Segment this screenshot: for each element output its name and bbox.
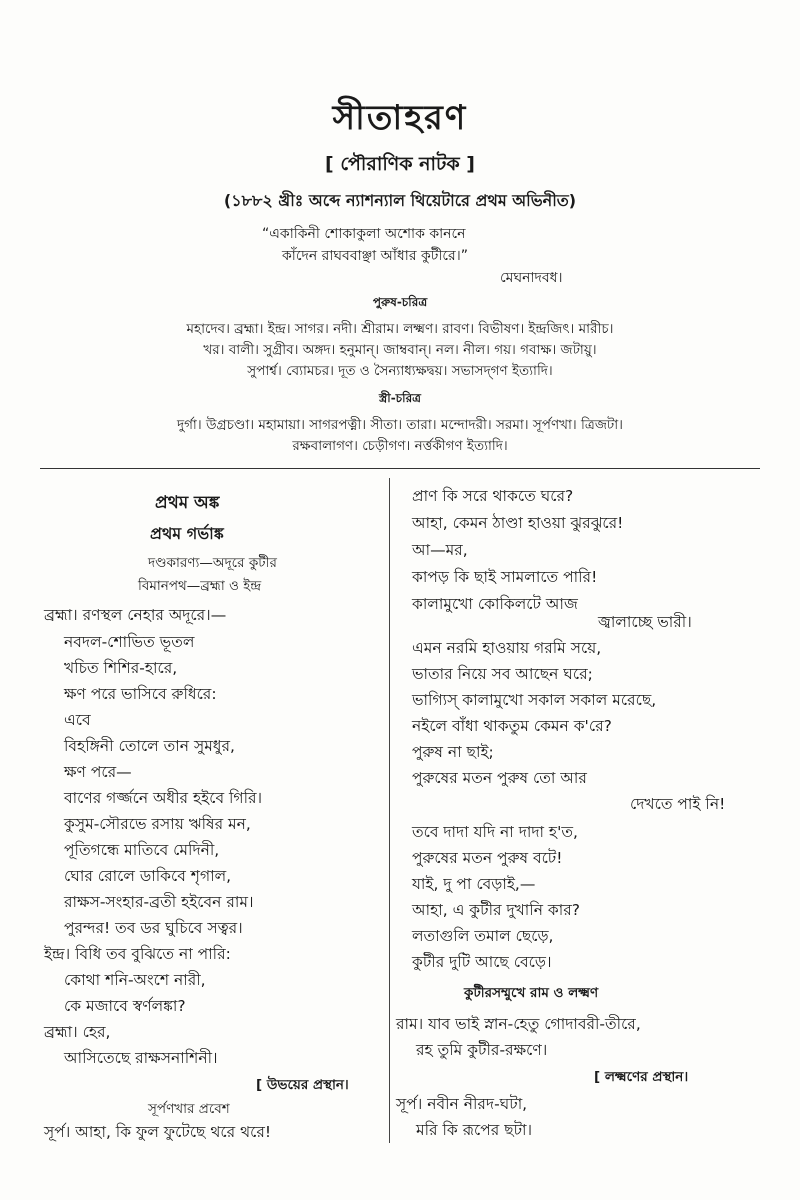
dialogue-line: কে মজাবে স্বর্ণলঙ্কা? xyxy=(64,997,186,1015)
epigraph-source: মেঘনাদবধ। xyxy=(500,270,563,286)
dialogue-line: পুরুষের মতন পুরুষ বটে! xyxy=(412,849,563,867)
dialogue-line: সূর্প। নবীন নীরদ-ঘটা, xyxy=(396,1095,528,1113)
dialogue-line: ক্ষণ পরে— xyxy=(64,763,132,781)
dialogue-line: আহা, এ কুটীর দুখানি কার? xyxy=(412,901,580,919)
dialogue-line: মরি কি রূপের ছটা। xyxy=(416,1121,533,1139)
dialogue-line: কুটীর দুটি আছে বেড়ে। xyxy=(412,953,552,971)
dialogue-line: কোথা শনি-অংশে নারী, xyxy=(64,971,206,989)
dialogue-line: খচিত শিশির-হারে, xyxy=(64,659,178,677)
dialogue-line: বিহঙ্গিনী তোলে তান সুমধুর, xyxy=(64,737,235,755)
dialogue-line: নবদল-শোভিত ভূতল xyxy=(64,633,195,651)
dialogue-line: রহ তুমি কুটীর-রক্ষণে। xyxy=(416,1041,548,1059)
dialogue-line: আসিতেছে রাক্ষসনাশিনী। xyxy=(64,1049,218,1067)
dialogue-line: ইন্দ্র। বিধি তব বুঝিতে না পারি: xyxy=(44,945,231,963)
dialogue-line: জ্বালাচ্ছে ভারী। xyxy=(598,613,692,631)
dialogue-line: তবে দাদা যদি না দাদা হ'ত, xyxy=(412,823,578,841)
female-cast-line: রক্ষবালাগণ। চেড়ীগণ। নর্ত্তকীগণ ইত্যাদি। xyxy=(292,438,508,454)
male-cast-heading: পুরুষ-চরিত্র xyxy=(372,295,428,309)
epigraph-line-2: কাঁদেন রাঘববাঞ্ছা আঁধার কুটীরে।” xyxy=(282,248,468,264)
dialogue-line: সূর্প। আহা, কি ফুল ফুটেছে থরে থরে! xyxy=(44,1123,272,1141)
dialogue-line: আ—মর, xyxy=(412,541,468,559)
epigraph-line-1: “একাকিনী শোকাকুলা অশোক কাননে xyxy=(262,226,466,242)
act-heading: প্রথম অঙ্ক xyxy=(155,493,220,513)
dialogue-line: রাক্ষস-সংহার-ব্রতী হইবেন রাম। xyxy=(64,893,254,911)
dialogue-line: আহা, কেমন ঠাণ্ডা হাওয়া ঝুরঝুরে! xyxy=(412,514,624,532)
male-cast-line: সুপার্শ্ব। ব্যোমচর। দূত ও সৈন্যাধ্যক্ষদ্বয়। সভাসদ্‌গণ ইত্যাদি। xyxy=(247,363,553,379)
dialogue-line: ব্রহ্মা। হের, xyxy=(44,1023,111,1041)
dialogue-line: এবে xyxy=(64,711,91,729)
scene-heading: প্রথম গর্ভাঙ্ক xyxy=(150,524,224,543)
dialogue-line: কালামুখো কোকিলটে আজ xyxy=(412,595,578,613)
dialogue-line: বাণের গর্জ্জনে অধীর হইবে গিরি। xyxy=(64,789,263,807)
dialogue-line: ভাগ্যিস্ কালামুখো সকাল সকাল মরেছে, xyxy=(412,691,657,709)
scene-setting: দণ্ডকারণ্য—অদূরে কুটীর xyxy=(148,555,277,571)
male-cast-line: মহাদেব। ব্রহ্মা। ইন্দ্র। সাগর। নদী। শ্রীরাম। লক্ষ্মণ। রাবণ। বিভীষণ। ইন্দ্রজিৎ। মারীচ। xyxy=(186,321,614,337)
dialogue-line: প্রাণ কি সরে থাকতে ঘরে? xyxy=(412,487,574,505)
female-cast-heading: স্ত্রী-চরিত্র xyxy=(379,391,421,405)
dialogue-line: পুরুষের মতন পুরুষ তো আর xyxy=(412,769,587,787)
dialogue-line: যাই, দু পা বেড়াই,— xyxy=(412,875,536,893)
stage-direction: কুটীরসম্মুখে রাম ও লক্ষ্মণ xyxy=(464,985,599,1001)
section-divider xyxy=(40,468,760,469)
dialogue-line: এমন নরমি হাওয়ায় গরমি সয়ে, xyxy=(412,639,602,657)
dialogue-line: ভাতার নিয়ে সব আছেন ঘরে; xyxy=(412,665,593,683)
performance-note: (১৮৮২ খ্রীঃ অব্দে ন্যাশন্যাল থিয়েটারে প্রথম অভিনীত) xyxy=(223,191,577,210)
dialogue-line: ক্ষণ পরে ভাসিবে রুধিরে: xyxy=(64,685,217,703)
play-title: সীতাহরণ xyxy=(332,98,468,138)
dialogue-line: নইলে বাঁধা থাকতুম কেমন ক'রে? xyxy=(412,717,612,735)
stage-direction-exit: [ লক্ষ্মণের প্রস্থান। xyxy=(594,1069,689,1085)
dialogue-line: রাম। যাব ভাই স্নান-হেতু গোদাবরী-তীরে, xyxy=(396,1015,641,1033)
dialogue-line: পুরুষ না ছাই; xyxy=(412,743,494,761)
genre-label: [ পৌরাণিক নাটক ] xyxy=(325,153,475,175)
dialogue-line: কুসুম-সৌরভে রসায় ঋষির মন, xyxy=(64,815,251,833)
scene-setting: বিমানপথ—ব্রহ্মা ও ইন্দ্র xyxy=(138,578,262,594)
dialogue-line: পুরন্দর! তব ডর ঘুচিবে সত্বর। xyxy=(64,919,243,937)
dialogue-line: কাপড় কি ছাই সামলাতে পারি! xyxy=(412,568,598,586)
stage-direction-exit: [ উভয়ের প্রস্থান। xyxy=(256,1077,349,1093)
stage-direction-entry: সূর্পণখার প্রবেশ xyxy=(148,1101,230,1117)
male-cast-line: খর। বালী। সুগ্রীব। অঙ্গদ। হনুমান্। জাম্ববান্। নল। নীল। গয়। গবাক্ষ। জটায়ু। xyxy=(203,342,597,358)
column-divider xyxy=(389,478,390,1143)
dialogue-line: লতাগুলি তমাল ছেড়ে, xyxy=(412,927,554,945)
dialogue-line: দেখতে পাই নি! xyxy=(630,795,726,813)
dialogue-line: ঘোর রোলে ডাকিবে শৃগাল, xyxy=(64,867,232,885)
dialogue-line: পূতিগন্ধে মাতিবে মেদিনী, xyxy=(64,841,220,859)
dialogue-line: ব্রহ্মা। রণস্থল নেহার অদূরে।— xyxy=(44,606,227,624)
female-cast-line: দুর্গা। উগ্রচণ্ডা। মহামায়া। সাগরপত্নী। সীতা। তারা। মন্দোদরী। সরমা। সূর্পণখা। ত্রিজটা। xyxy=(176,417,623,433)
